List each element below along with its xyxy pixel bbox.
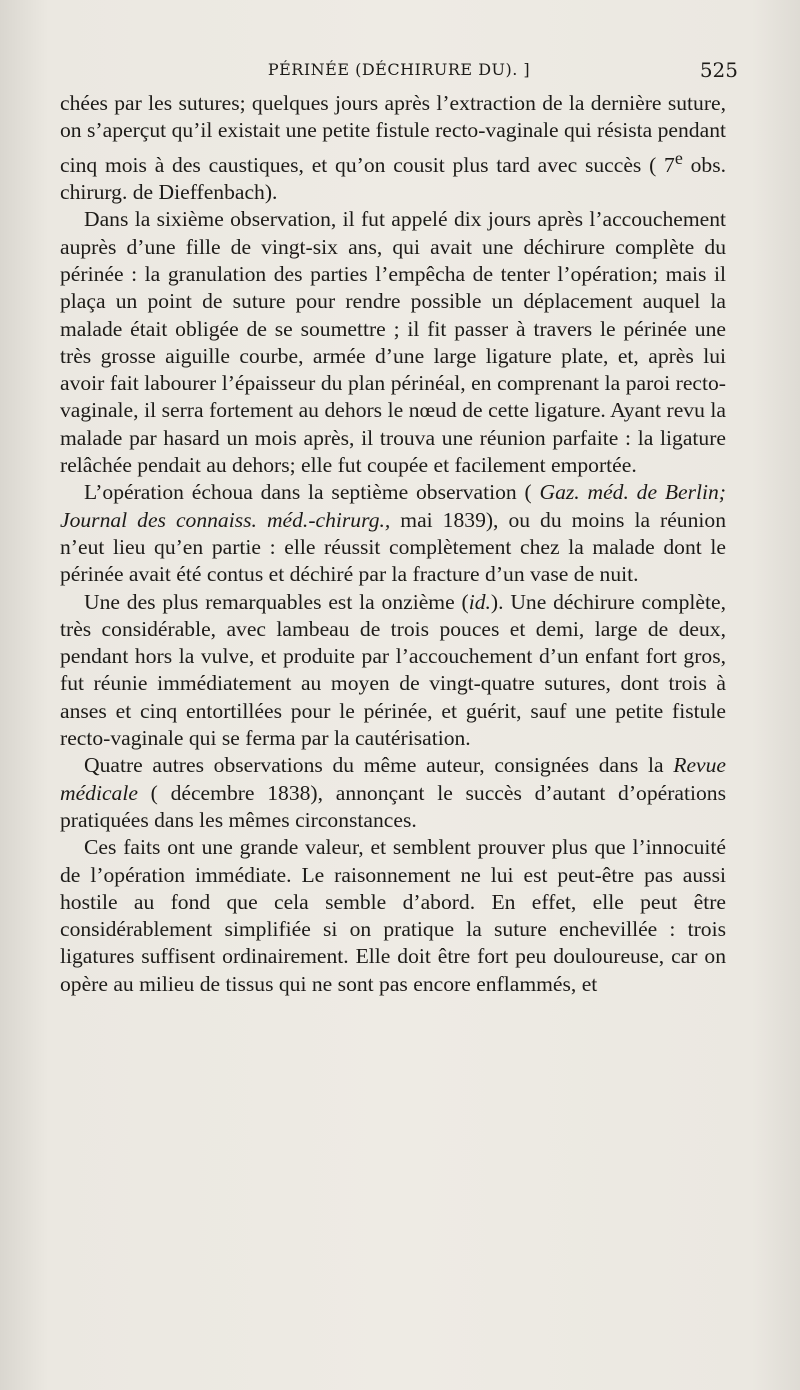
running-head [60, 56, 738, 86]
paragraph-3-rest: mai 1839), ou du moins la réunion n’eut lieu qu’en partie : elle réussit complètement chez la malade dont le périnée avait été contus et déchiré par la fracture d’un vase de nuit. [60, 507, 726, 587]
paragraph-2: Dans la sixième observation, il fut appelé dix jours après l’accouchement auprès d’une fille de vingt-six ans, qui avait une déchirure complète du périnée : la granulation des parties l’empêcha de tenter l’opération; mais il plaça un point de suture pour rendre possible un déplacement auquel la malade était obligée de se soumettre ; il fit passer à travers le périnée une très grosse aiguille courbe, armée d’une large ligature plate, et, après lui avoir fait labourer l’épaisseur du plan périnéal, en comprenant la paroi recto-vaginale, il serra fortement au dehors le nœud de cette ligature. Ayant revu la malade par hasard un mois après, il trouva une réunion parfaite : la ligature relâchée pendait au dehors; elle fut coupée et facilement emportée. [60, 207, 726, 478]
paragraph-5-rest: ( décembre 1838), annonçant le succès d’autant d’opérations pratiquées dans les mêmes circonstances. [60, 780, 726, 832]
paragraph-5 [60, 752, 726, 834]
running-head-title: PÉRINÉE (DÉCHIRURE DU). ] [267, 60, 531, 79]
citation-gazette: Gaz. méd. de Berlin; Journal des connaiss. méd.-chirurg., [60, 480, 726, 532]
superscript-e: e [674, 147, 683, 168]
paragraph-5-text: Quatre autres observations du même auteur, consignées dans la [84, 753, 674, 778]
body-text [60, 90, 726, 998]
paragraph-3-text: L’opération échoua dans la septième observation ( [84, 480, 540, 505]
paragraph-1 [60, 90, 726, 206]
paragraph-3 [60, 479, 726, 588]
page-number: 525 [699, 58, 738, 82]
paragraph-4-text: Une des plus remarquables est la onzième ( [84, 589, 469, 614]
paragraph-4 [60, 589, 726, 753]
paragraph-1-text: chées par les sutures; quelques jours après l’extraction de la dernière suture, on s’aperçut qu’il existait une petite fistule recto-vaginale qui résista pendant cinq mois à des caustiques, et qu’on cousit plus tard avec succès ( 7 [60, 91, 726, 177]
paragraph-1-rest: obs. chirurg. de Dieffenbach). [60, 152, 727, 205]
citation-revue-medicale: Revue médicale [60, 753, 726, 805]
paragraph-6: Ces faits ont une grande valeur, et semblent prouver plus que l’innocuité de l’opération immédiate. Le raisonnement ne lui est peut-être pas aussi hostile au fond que cela semble d’abord. En effet, elle peut être considérablement simplifiée si on pratique la suture enchevillée : trois ligatures suffisent ordinairement. Elle doit être fort peu douloureuse, car on opère au milieu de tissus qui ne sont pas encore enflammés, et [60, 835, 726, 996]
citation-id: id. [468, 589, 491, 614]
paragraph-4-rest: ). Une déchirure complète, très considérable, avec lambeau de trois pouces et demi, large de deux, pendant hors la vulve, et produite par l’accouchement d’un enfant fort gros, fut réunie immédiatement au moyen de vingt-quatre sutures, dont trois à anses et cinq entortillées pour le périnée, et guérit, sauf une petite fistule recto-vaginale qui se ferma par la cautérisation. [60, 589, 726, 751]
